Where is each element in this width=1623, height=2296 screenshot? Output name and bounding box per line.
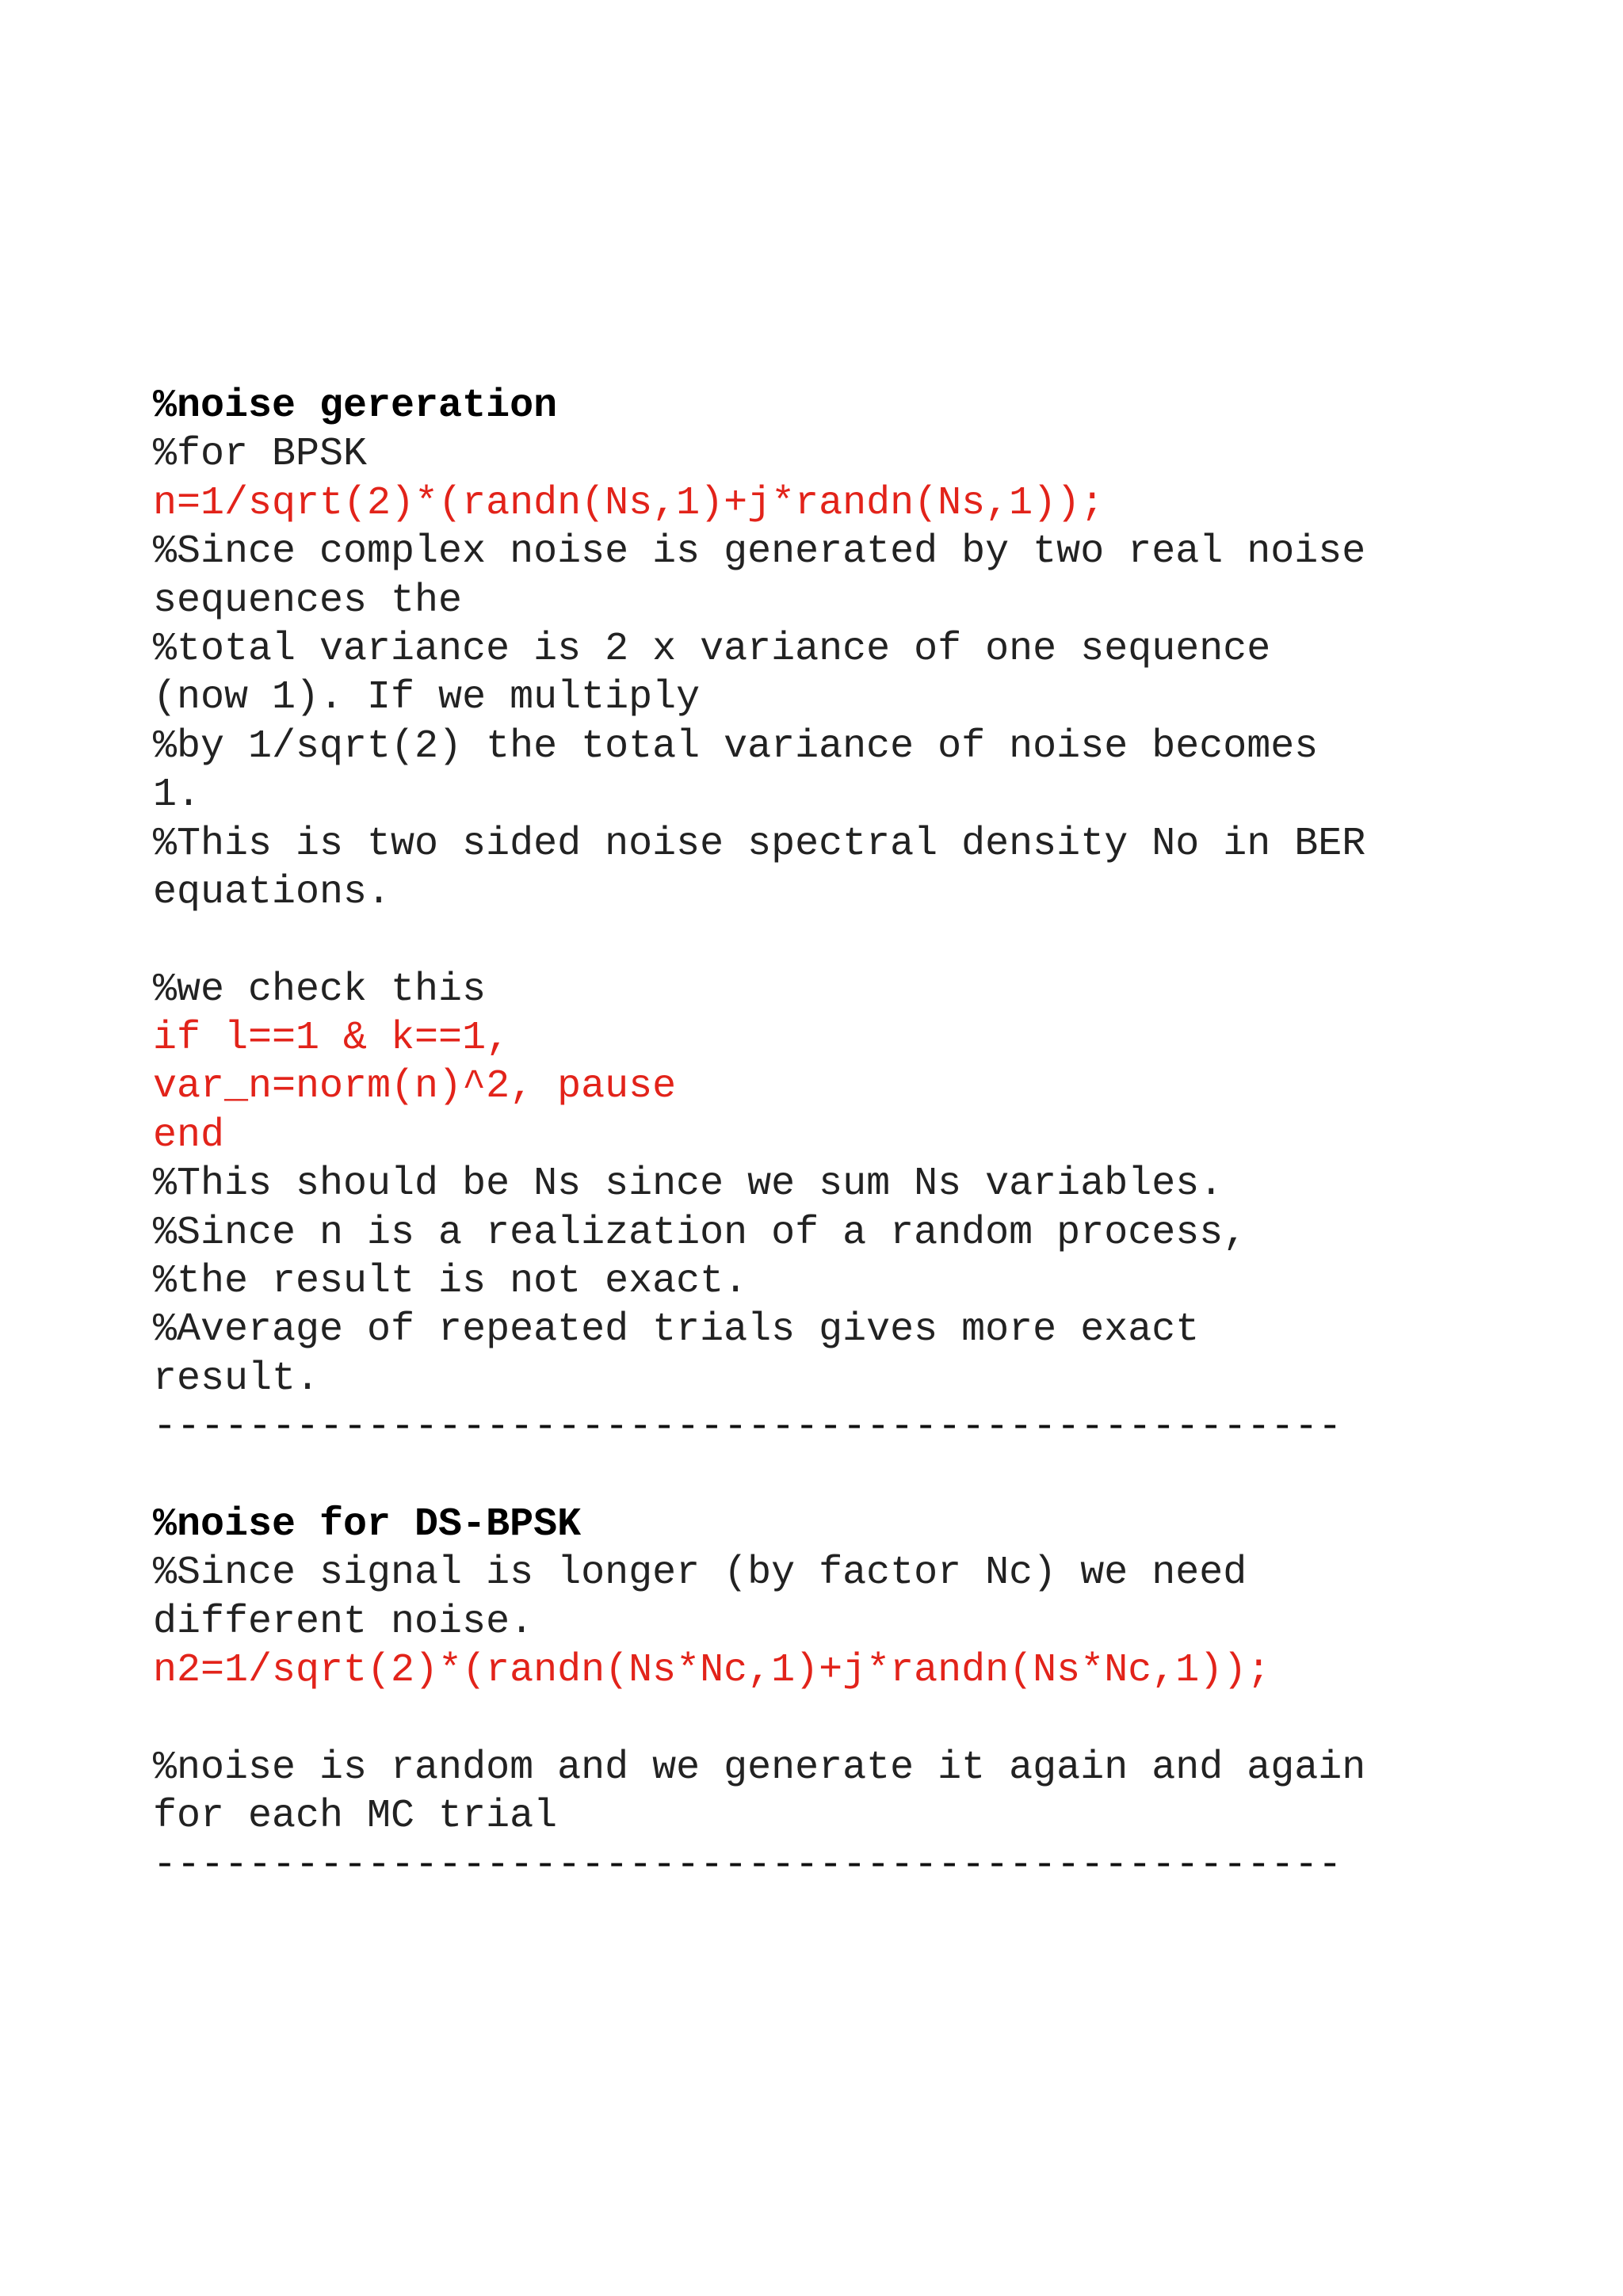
comment-line: for each MC trial: [153, 1794, 558, 1840]
comment-line: %This should be Ns since we sum Ns variables.: [153, 1161, 1224, 1207]
comment-line: %by 1/sqrt(2) the total variance of noise becomes: [153, 723, 1319, 769]
dashed-divider: --------------------------------------------------: [153, 1842, 1342, 1888]
code-noise-ds-bpsk: n2=1/sqrt(2)*(randn(Ns*Nc,1)+j*randn(Ns*Nc,1));: [153, 1648, 1271, 1694]
comment-line: 1.: [153, 772, 201, 818]
comment-line: equations.: [153, 869, 391, 915]
comment-line: %Since signal is longer (by factor Nc) we need: [153, 1550, 1247, 1596]
comment-line: %This is two sided noise spectral density No in BER: [153, 821, 1366, 867]
blank-line: [153, 917, 1484, 965]
section-heading-noise-ds-bpsk: %noise for DS-BPSK: [153, 1501, 582, 1547]
comment-line: %Since n is a realization of a random process,: [153, 1210, 1247, 1256]
section-heading-noise-generation: %noise gereration: [153, 383, 558, 429]
code-noise-bpsk: n=1/sqrt(2)*(randn(Ns,1)+j*randn(Ns,1));: [153, 480, 1105, 526]
blank-line: [153, 1695, 1484, 1744]
code-check-line: end: [153, 1112, 225, 1158]
comment-line: %noise is random and we generate it again and again: [153, 1745, 1366, 1791]
document-page: [153, 382, 1484, 1890]
dashed-divider: --------------------------------------------------: [153, 1405, 1342, 1451]
comment-line: %Since complex noise is generated by two real noise: [153, 529, 1366, 575]
blank-line: [153, 1452, 1484, 1501]
comment-line: %the result is not exact.: [153, 1259, 748, 1305]
comment-line: %Average of repeated trials gives more exact: [153, 1307, 1200, 1353]
code-check-line: if l==1 & k==1,: [153, 1016, 510, 1062]
code-check-line: var_n=norm(n)^2, pause: [153, 1064, 677, 1110]
comment-we-check: %we check this: [153, 967, 487, 1013]
comment-line: (now 1). If we multiply: [153, 675, 701, 721]
comment-line: different noise.: [153, 1599, 534, 1645]
comment-line: sequences the: [153, 578, 463, 624]
comment-line: result.: [153, 1356, 320, 1402]
comment-for-bpsk: %for BPSK: [153, 432, 368, 478]
comment-line: %total variance is 2 x variance of one sequence: [153, 626, 1271, 672]
